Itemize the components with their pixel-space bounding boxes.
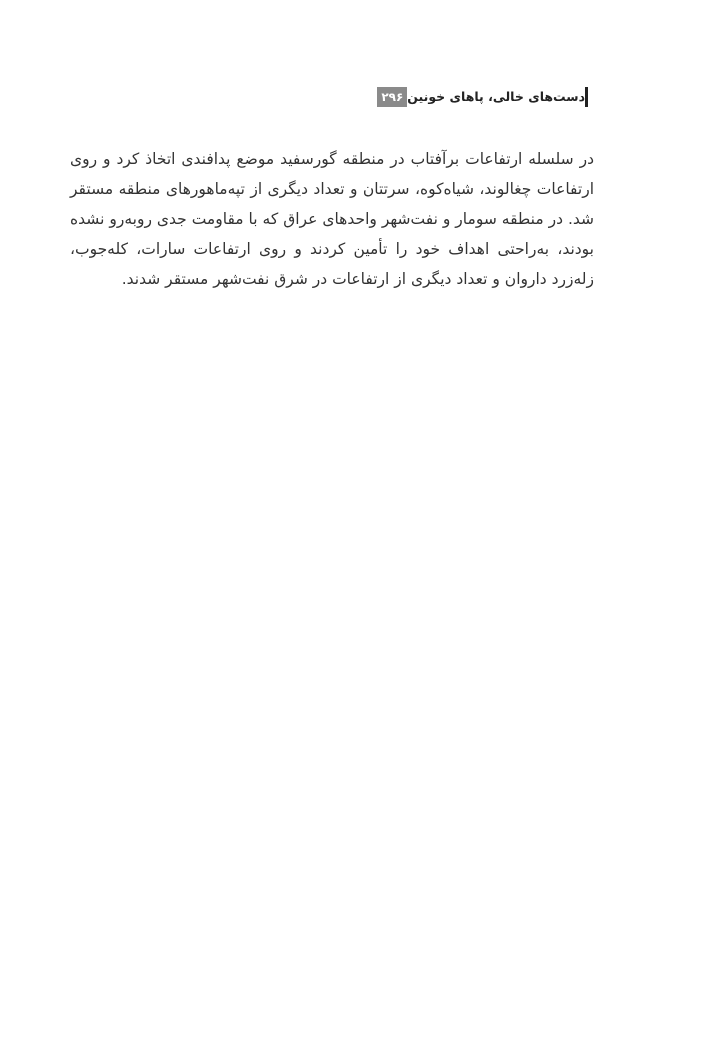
body-paragraph: در سلسله ارتفاعات برآفتاب در منطقه گورسفید موضع پدافندی اتخاذ کرد و روی ارتفاعات چغالوند، شیاه‌کوه، سرتتان و تعداد دیگری از تپه‌ماهورهای منطقه مستقر شد. در منطقه سومار و نفت‌شهر واحدهای عراق که با مقاومت جدی روبه‌رو نشده بودند، به‌راحتی اهداف خود را تأمین کردند و روی ارتفاعات سارات، کله‌جوب، زله‌زرد داروان و تعداد دیگری از ارتفاعات در شرق نفت‌شهر مستقر شدند. bbox=[70, 150, 594, 288]
page-number: ۲۹۶ bbox=[377, 87, 407, 107]
book-title: دست‌های خالی، پاهای خونین bbox=[407, 89, 585, 104]
running-header bbox=[373, 86, 593, 108]
header-divider bbox=[585, 87, 588, 107]
